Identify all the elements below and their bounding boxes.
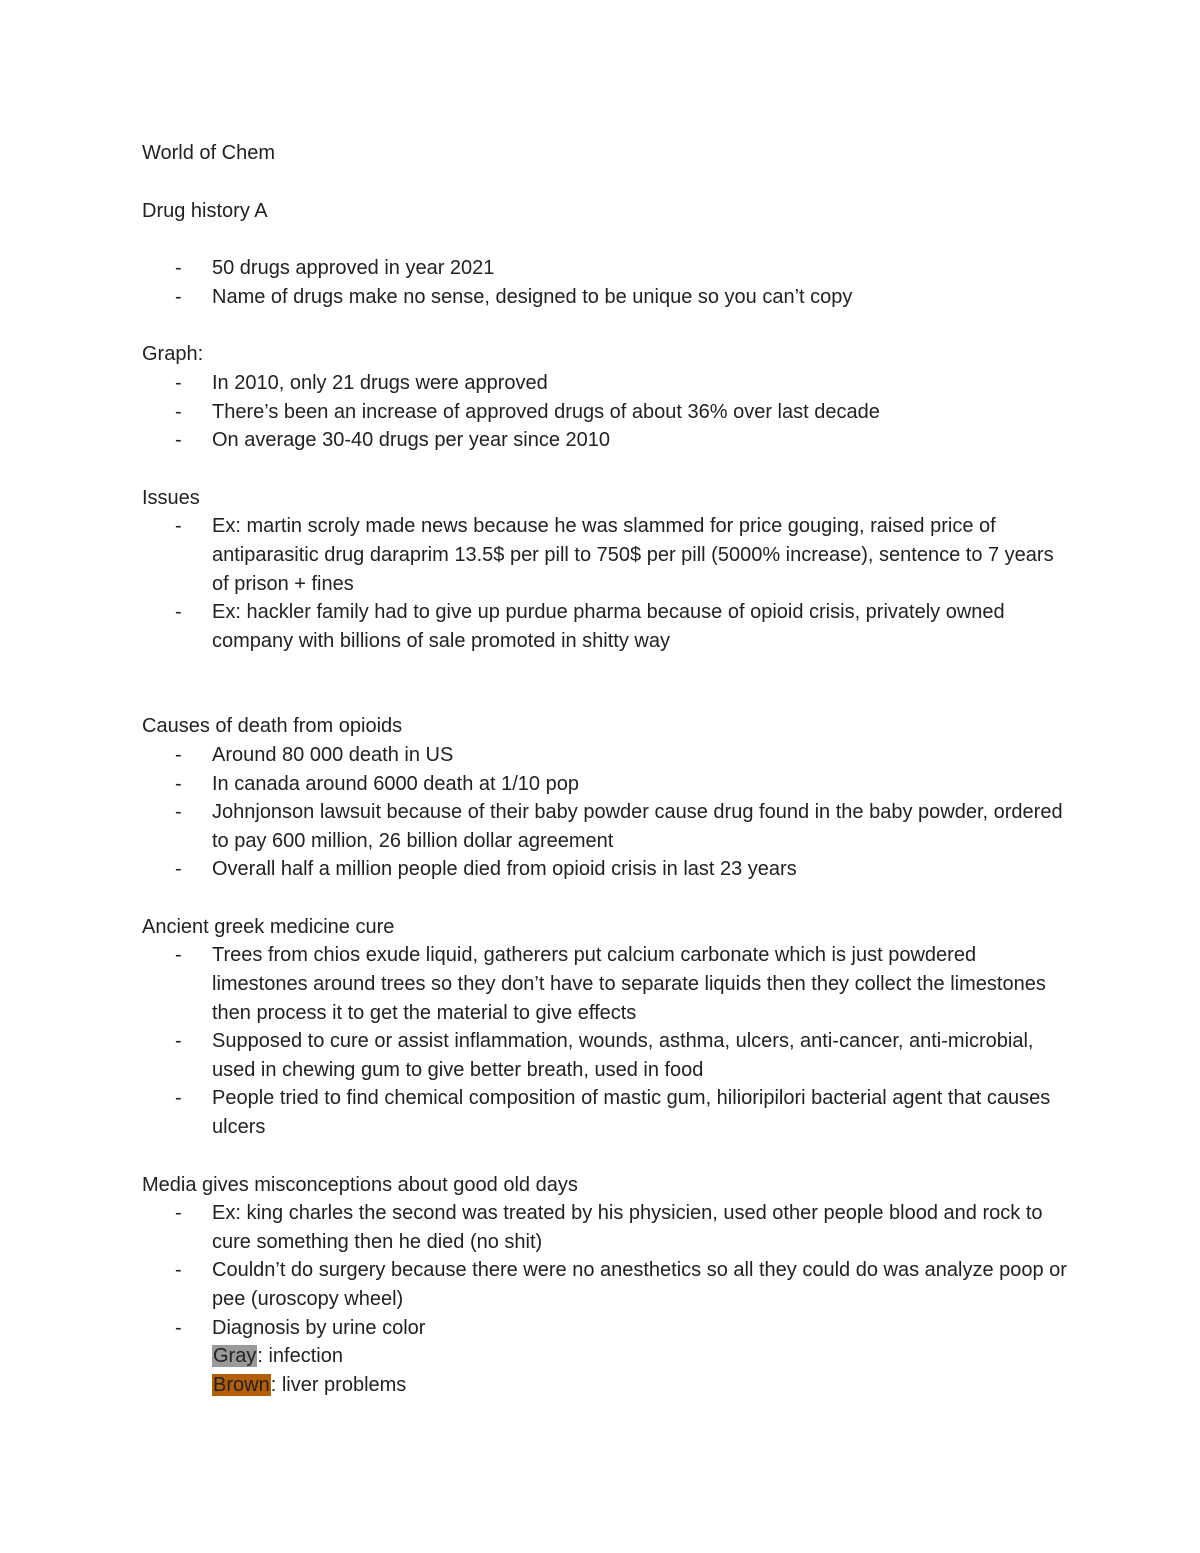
urine-color-meaning: : liver problems <box>270 1373 407 1396</box>
list-item: - Ex: martin scroly made news because he was slammed for price gouging, raised price of antiparasitic drug daraprim 13.5$ per pill to 750$ per pill (5000% increase), sentence to 7 years of prison + fines <box>142 512 1072 598</box>
list-item: - Couldn’t do surgery because there were no anesthetics so all they could do was analyze poop or pee (uroscopy wheel) <box>142 1256 1072 1313</box>
urine-color-meaning: : infection <box>257 1345 343 1368</box>
list-item: - People tried to find chemical composition of mastic gum, hilioripilori bacterial agent that causes ulcers <box>142 1084 1072 1141</box>
urine-color-row-gray <box>212 1342 1072 1371</box>
section-heading-ancient-greek-medicine: Ancient greek medicine cure <box>142 915 395 938</box>
list-item: - On average 30-40 drugs per year since 2010 <box>142 426 1072 455</box>
list-item: - Supposed to cure or assist inflammation, wounds, asthma, ulcers, anti-cancer, anti-microbial, used in chewing gum to give better breath, used in food <box>142 1027 1072 1084</box>
urine-color-row-brown <box>212 1371 1072 1400</box>
bullet-list-graph <box>142 369 1072 455</box>
bullet-list-causes-of-death <box>142 741 1072 884</box>
bullet-list-issues <box>142 512 1072 655</box>
highlight-brown: Brown <box>213 1373 270 1396</box>
list-item-urine-diagnosis <box>142 1314 1072 1400</box>
list-item: - 50 drugs approved in year 2021 <box>142 254 1072 283</box>
document-title: World of Chem <box>142 142 276 164</box>
list-item: - Name of drugs make no sense, designed to be unique so you can’t copy <box>142 283 1072 312</box>
list-item: - Ex: king charles the second was treated by his physicien, used other people blood and rock to cure something then he died (no shit) <box>142 1199 1072 1256</box>
highlight-gray: Gray <box>213 1345 257 1368</box>
document-body <box>142 139 1072 1399</box>
bullet-list-ancient-greek-medicine <box>142 941 1072 1141</box>
list-item: - Overall half a million people died from opioid crisis in last 23 years <box>142 855 1072 884</box>
section-heading-media-misconceptions: Media gives misconceptions about good old days <box>142 1173 578 1196</box>
list-item: - Ex: hackler family had to give up purdue pharma because of opioid crisis, privately owned company with billions of sale promoted in shitty way <box>142 598 1072 655</box>
urine-diagnosis-label: Diagnosis by urine color <box>212 1316 426 1339</box>
section-heading-issues: Issues <box>142 486 200 509</box>
bullet-list-media-misconceptions <box>142 1199 1072 1399</box>
section-heading-causes-of-death: Causes of death from opioids <box>142 715 403 738</box>
list-item: - There’s been an increase of approved drugs of about 36% over last decade <box>142 398 1072 427</box>
section-heading-graph: Graph: <box>142 343 204 366</box>
section-heading-drug-history: Drug history A <box>142 199 268 222</box>
list-item: - In canada around 6000 death at 1/10 pop <box>142 770 1072 799</box>
list-item: - Around 80 000 death in US <box>142 741 1072 770</box>
list-item: - In 2010, only 21 drugs were approved <box>142 369 1072 398</box>
bullet-list-drug-history <box>142 254 1072 311</box>
list-item: - Johnjonson lawsuit because of their baby powder cause drug found in the baby powder, ordered to pay 600 million, 26 billion dollar agreement <box>142 798 1072 855</box>
list-item: - Trees from chios exude liquid, gatherers put calcium carbonate which is just powdered limestones around trees so they don’t have to separate liquids then they collect the limestones then process it to get the material to give effects <box>142 941 1072 1027</box>
